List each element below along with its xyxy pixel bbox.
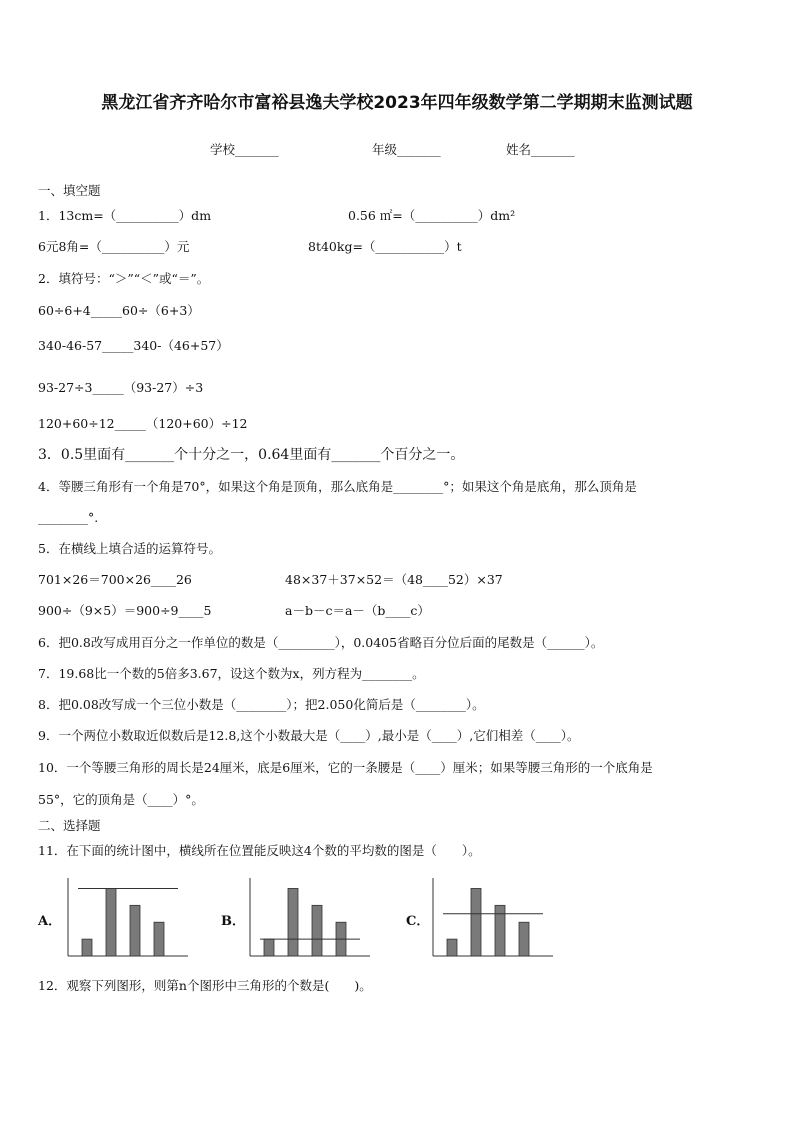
school-field: 学校_______ — [210, 142, 279, 157]
bar-3 — [495, 905, 505, 956]
q10-line2: 55°，它的顶角是（____）°。 — [38, 792, 204, 807]
q1-d: 8t40kg=（___________）t — [308, 239, 462, 254]
section-heading-choice: 二、选择题 — [38, 818, 101, 833]
bar-2 — [288, 888, 298, 956]
q8: 8．把0.08改写成一个三位小数是（________）；把2.050化简后是（________）。 — [38, 697, 485, 712]
q3: 3．0.5里面有_______个十分之一，0.64里面有_______个百分之一。 — [38, 447, 465, 463]
q1-c: 6元8角=（__________）元 — [38, 239, 190, 254]
q4-line1: 4．等腰三角形有一个角是70°，如果这个角是顶角，那么底角是________°；如果这个角是底角，那么顶角是 — [38, 479, 637, 494]
option-b-label: B． — [221, 914, 245, 929]
q2-a: 60÷6+4_____60÷（6+3） — [38, 303, 200, 318]
q5-text: 5．在横线上填合适的运算符号。 — [38, 541, 221, 556]
page-title: 黑龙江省齐齐哈尔市富裕县逸夫学校2023年四年级数学第二学期期末监测试题 — [101, 93, 693, 113]
q2-text: 2．填符号：“＞”“＜”或“＝”。 — [38, 271, 210, 286]
bar-4 — [519, 922, 529, 956]
bar-3 — [130, 905, 140, 956]
q2-d: 120+60÷12_____（120+60）÷12 — [38, 416, 248, 431]
q5-b: 48×37＋37×52＝（48____52）×37 — [285, 572, 503, 587]
q2-c: 93-27÷3_____（93-27）÷3 — [38, 380, 204, 395]
bar-2 — [471, 888, 481, 956]
bar-1 — [82, 939, 92, 956]
grade-field: 年级_______ — [372, 142, 441, 157]
bar-1 — [447, 939, 457, 956]
bar-chart-b — [242, 876, 377, 961]
q9: 9．一个两位小数取近似数后是12.8,这个小数最大是（____）,最小是（____）,它们相差（____）。 — [38, 728, 580, 743]
bar-chart-a — [60, 876, 195, 961]
q1-b: 0.56 ㎡=（__________）dm² — [348, 208, 516, 223]
q5-a: 701×26＝700×26____26 — [38, 572, 192, 587]
q7: 7．19.68比一个数的5倍多3.67，设这个数为x，列方程为________。 — [38, 666, 425, 681]
q2-b: 340-46-57_____340-（46+57） — [38, 338, 229, 353]
q5-d: a－b－c＝a－（b____c） — [285, 603, 430, 618]
q5-c: 900÷（9×5）＝900÷9____5 — [38, 603, 212, 618]
bar-4 — [154, 922, 164, 956]
q10-line1: 10．一个等腰三角形的周长是24厘米，底是6厘米，它的一条腰是（____）厘米；如果等腰三角形的一个底角是 — [38, 760, 653, 775]
bar-chart-c — [425, 876, 560, 961]
option-c-label: C． — [406, 914, 430, 929]
q6: 6．把0.8改写成用百分之一作单位的数是（_________），0.0405省略百分位后面的尾数是（______）。 — [38, 635, 604, 650]
bar-1 — [264, 939, 274, 956]
name-field: 姓名_______ — [506, 142, 575, 157]
bar-3 — [312, 905, 322, 956]
q12: 12．观察下列图形，则第n个图形中三角形的个数是( )。 — [38, 978, 372, 993]
bar-2 — [106, 888, 116, 956]
option-a-label: A． — [38, 914, 62, 929]
q4-line2: ________°. — [38, 510, 99, 525]
q1-a: 1．13cm=（__________）dm — [38, 208, 212, 223]
section-heading-fill-blank: 一、填空题 — [38, 183, 101, 198]
q11: 11．在下面的统计图中，横线所在位置能反映这4个数的平均数的图是（ ）。 — [38, 843, 481, 858]
